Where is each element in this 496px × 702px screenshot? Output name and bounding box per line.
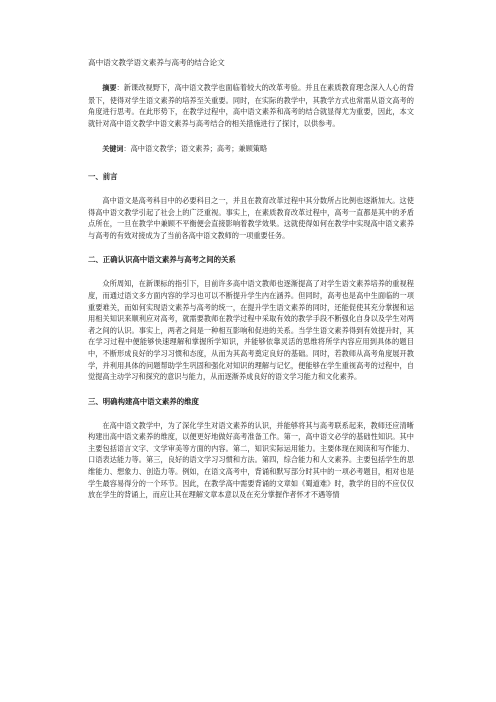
document-content — [88, 57, 414, 514]
section-body-dimensions: 在高中语文教学中，为了深化学生对语文素养的认识，并能够将其与高考联系起来，教师还应清晰构建出高中语文素养的维度，以便更好地做好高考准备工作。第一，高中语文必学的基础性知识。其中主要包括语言文字、文学审美等方面的内容。第二，知识实际运用能力。主要体现在阅读和写作能力、口语表达能力等。第三，良好的语文学习习惯和方法。第四，综合能力和人文素养。主要包括学生的思维能力、想象力、创造力等。例如，在语文高考中，背诵和默写部分时其中的一项必考题目，相对也是学生最容易得分的一个环节。因此，在教学高中需要背诵的文章如《蜀道难》时，教学的目的不应仅仅放在学生的背诵上，而应让其在理解文章本意以及在充分掌握作者怀才不遇等情 — [88, 420, 414, 500]
section-heading-dimensions: 三、明确构建高中语文素养的维度 — [88, 396, 199, 406]
keywords-paragraph — [88, 143, 414, 156]
document-title: 高中语文教学语文素养与高考的结合论文 — [88, 58, 225, 67]
abstract-label: 摘要 — [102, 84, 117, 92]
section-heading-relationship: 二、正确认识高中语文素养与高考之间的关系 — [88, 255, 236, 265]
section-body-relationship: 众所周知，在新课标的指引下，目前许多高中语文教师也逐渐提高了对学生语文素养培养的重视程度，而通过语文多方面内容的学习也可以不断提升学生内在涵养。但同时，高考也是高中生面临的一项重要难关，而如何实现语文素养与高考的统一，在提升学生语文素养的同时，还能促使其充分掌握和运用相关知识来顺利应对高考，就需要教师在教学过程中采取有效的教学手段不断强化自身以及学生对两者之间的认识。事实上，两者之间是一种相互影响和促进的关系。当学生语文素养得到有效提升时，其在学习过程中便能够快速理解和掌握所学知识，并能够依靠灵活的思维将所学内容应用到具体的题目中，不断形成良好的学习习惯和态度，从而为其高考奠定良好的基础。同时，若教师从高考角度展开教学，并利用具体的问题帮助学生巩固和强化对知识的理解与记忆，便能够在学生重视高考的过程中，自觉提高主动学习和探究的意识与能力，从而逐渐养成良好的语文学习能力和文化素养。 — [88, 279, 414, 382]
section-body-introduction: 高中语文是高考科目中的必要科目之一，并且在教育改革过程中其分数所占比例也逐渐加大。这使得高中语文教学引起了社会上的广泛重视。事实上，在素质教育改革过程中，高考一直都是其中的矛盾点所在，一旦在教学中兼顾不平衡便会直接影响着教学效果。这就使得如何在教学中实现高中语文素养与高考的有效对接成为了当前各高中语文教师的一项重要任务。 — [88, 195, 414, 240]
abstract-paragraph — [88, 82, 414, 129]
keywords-text: ：高中语文教学；语文素养；高考；兼顾策略 — [123, 144, 268, 154]
keywords-label: 关键词 — [102, 145, 124, 154]
abstract-text: ：新课改视野下，高中语文教学也面临着较大的改革考验。并且在素质教育理念深入人心的背景下，使得对学生语文素养的培养至关重要。同时，在实际的教学中，其教学方式也常需从语文高考的角度进行思考。在此形势下，在教学过程中，高中语文素养和高考的结合就显得尤为重要，因此，本文就针对高中语文教学中语文素养与高考结合的相关措施进行了探讨，以供参考。 — [88, 83, 414, 128]
section-heading-introduction: 一、前言 — [88, 171, 118, 181]
